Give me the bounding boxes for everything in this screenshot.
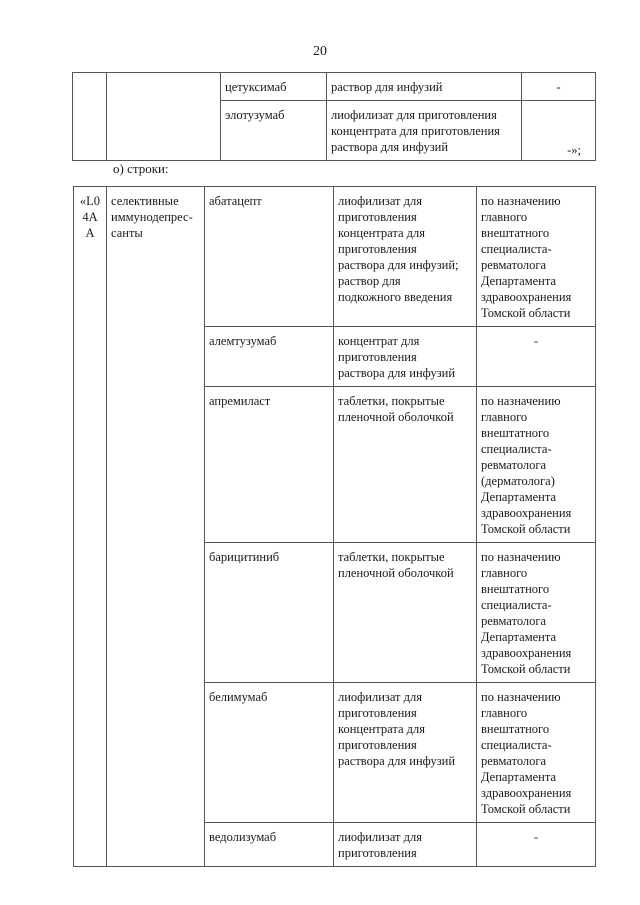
code-cell xyxy=(73,73,107,161)
condition-cell: по назначению главного внештатного специалиста- ревматолога Департамента здравоохранения Томской области xyxy=(477,543,596,683)
drug-name-cell: элотузумаб xyxy=(221,101,327,161)
condition-cell: по назначению главного внештатного специалиста- ревматолога Департамента здравоохранения Томской области xyxy=(477,683,596,823)
condition-cell: - xyxy=(477,823,596,867)
dosage-form-cell: лиофилизат для приготовления концентрата для приготовления раствора для инфузий xyxy=(334,683,477,823)
dosage-form-cell: лиофилизат для приготовления концентрата для приготовления раствора для инфузий; раствор для подкожного введения xyxy=(334,187,477,327)
dosage-form-cell: лиофилизат для приготовления концентрата для приготовления раствора для инфузий xyxy=(327,101,522,161)
drug-name-cell: ведолизумаб xyxy=(205,823,334,867)
section-subheading: о) строки: xyxy=(113,161,169,176)
drug-name-cell: апремиласт xyxy=(205,387,334,543)
group-cell: селективные иммунодепрес- санты xyxy=(107,187,205,867)
drug-name-cell: алемтузумаб xyxy=(205,327,334,387)
condition-cell: - xyxy=(477,327,596,387)
atc-code-cell: «L0 4A A xyxy=(74,187,107,867)
drug-name-cell: барицитиниб xyxy=(205,543,334,683)
table-row xyxy=(74,187,596,327)
dosage-form-cell: таблетки, покрытые пленочной оболочкой xyxy=(334,543,477,683)
dosage-form-cell: таблетки, покрытые пленочной оболочкой xyxy=(334,387,477,543)
dosage-form-cell: лиофилизат для приготовления xyxy=(334,823,477,867)
main-table xyxy=(73,186,596,867)
table-row xyxy=(73,73,596,101)
drug-name-cell: абатацепт xyxy=(205,187,334,327)
condition-cell: по назначению главного внештатного специалиста- ревматолога (дерматолога) Департамента здравоохранения Томской области xyxy=(477,387,596,543)
dosage-form-cell: концентрат для приготовления раствора для инфузий xyxy=(334,327,477,387)
condition-cell: по назначению главного внештатного специалиста- ревматолога Департамента здравоохранения Томской области xyxy=(477,187,596,327)
drug-name-cell: белимумаб xyxy=(205,683,334,823)
condition-cell: - xyxy=(522,73,596,101)
dosage-form-cell: раствор для инфузий xyxy=(327,73,522,101)
drug-name-cell: цетуксимаб xyxy=(221,73,327,101)
condition-cell: -»; xyxy=(522,101,596,161)
page-number: 20 xyxy=(313,44,327,59)
top-table xyxy=(72,72,596,161)
group-cell xyxy=(107,73,221,161)
